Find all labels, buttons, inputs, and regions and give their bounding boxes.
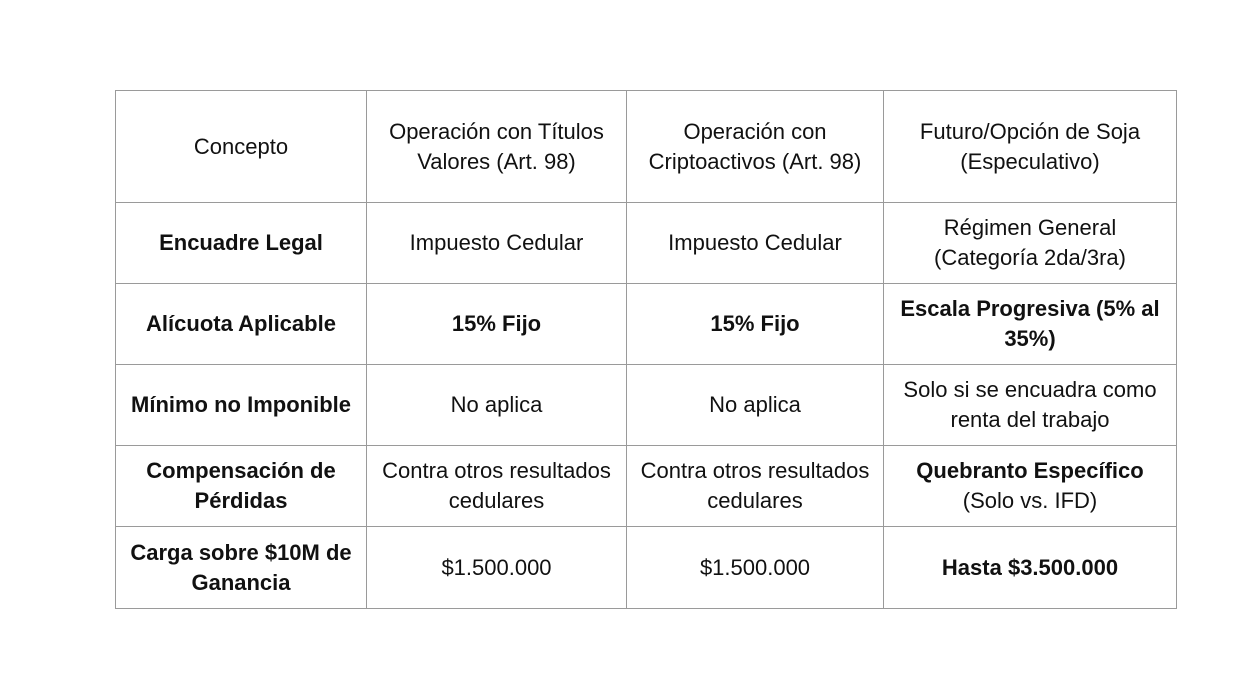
table-row [116, 203, 1177, 284]
table-row [116, 527, 1177, 609]
cell-titulos: 15% Fijo [367, 284, 627, 365]
header-titulos-valores: Operación con Títulos Valores (Art. 98) [367, 91, 627, 203]
cell-cripto: Contra otros resultados cedulares [627, 446, 884, 527]
cell-soja [884, 446, 1177, 527]
header-concepto: Concepto [116, 91, 367, 203]
cell-titulos: Impuesto Cedular [367, 203, 627, 284]
cell-cripto: Impuesto Cedular [627, 203, 884, 284]
cell-soja: Solo si se encuadra como renta del trabajo [884, 365, 1177, 446]
cell-cripto: $1.500.000 [627, 527, 884, 609]
cell-soja-note: (Solo vs. IFD) [962, 488, 1098, 513]
cell-soja: Régimen General (Categoría 2da/3ra) [884, 203, 1177, 284]
row-label-carga: Carga sobre $10M de Ganancia [116, 527, 367, 609]
cell-cripto: 15% Fijo [627, 284, 884, 365]
cell-titulos: $1.500.000 [367, 527, 627, 609]
row-label-encuadre-legal: Encuadre Legal [116, 203, 367, 284]
cell-soja: Escala Progresiva (5% al 35%) [884, 284, 1177, 365]
table-row [116, 365, 1177, 446]
table-row [116, 446, 1177, 527]
cell-titulos: No aplica [367, 365, 627, 446]
comparison-table [115, 90, 1177, 609]
row-label-alicuota: Alícuota Aplicable [116, 284, 367, 365]
header-criptoactivos: Operación con Criptoactivos (Art. 98) [627, 91, 884, 203]
header-futuro-soja: Futuro/Opción de Soja (Especulativo) [884, 91, 1177, 203]
cell-titulos: Contra otros resultados cedulares [367, 446, 627, 527]
row-label-compensacion-perdidas: Compensación de Pérdidas [116, 446, 367, 527]
table-row [116, 284, 1177, 365]
row-label-minimo-no-imponible: Mínimo no Imponible [116, 365, 367, 446]
cell-soja-bold-text: Quebranto Específico [916, 458, 1144, 483]
table-header-row [116, 91, 1177, 203]
cell-soja: Hasta $3.500.000 [884, 527, 1177, 609]
cell-cripto: No aplica [627, 365, 884, 446]
